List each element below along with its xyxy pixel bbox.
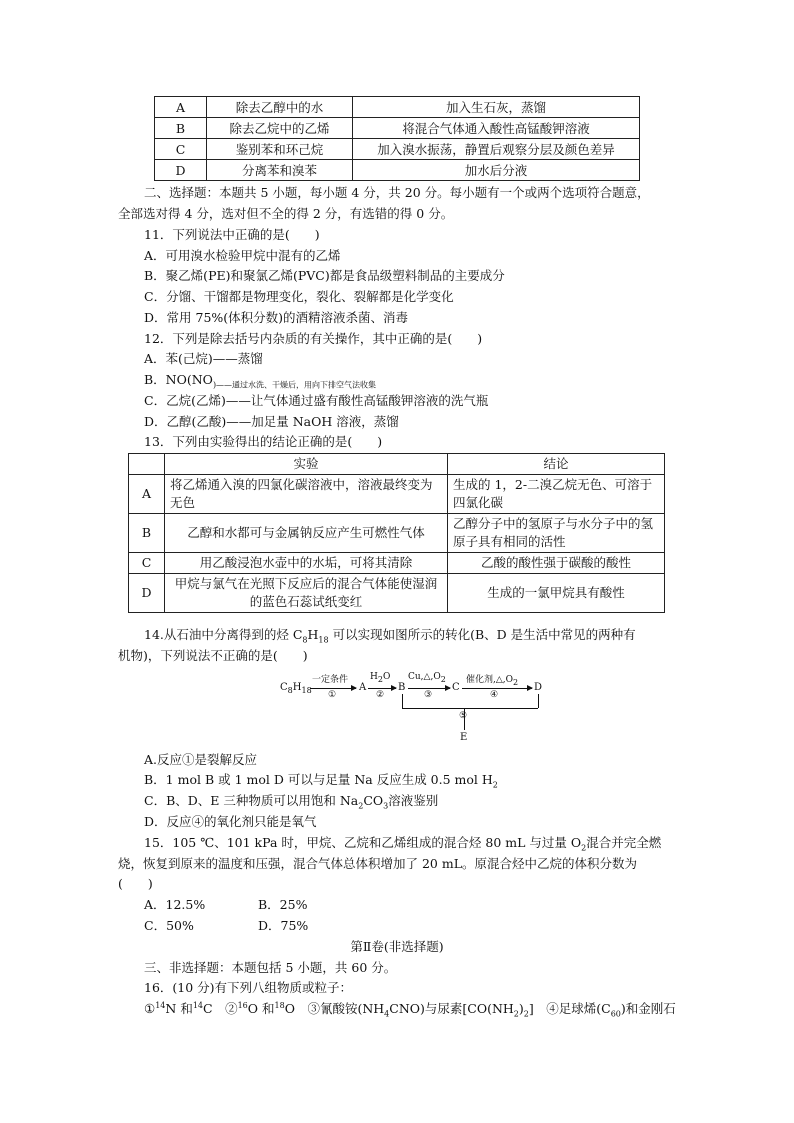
conversion-scheme xyxy=(280,674,550,748)
scheme-d: D xyxy=(534,682,543,693)
scheme-condition-4: 催化剂$,\triangle,O_2$ xyxy=(466,675,519,687)
q12-option-a: A．苯(己烷)——蒸馏 xyxy=(144,351,263,366)
q11-stem: 11．下列说法中正确的是( ) xyxy=(144,227,320,242)
table-row: D 甲烷与氯气在光照下反应后的混合气体能使湿润的蓝色石蕊试纸变红 生成的一氯甲烷具有酸性 xyxy=(129,574,665,613)
q15-option-b: B．25% xyxy=(258,897,308,912)
scheme-arrow-4 xyxy=(462,688,532,689)
table-row: C 鉴别苯和环己烷 加入溴水振荡，静置后观察分层及颜色差异 xyxy=(155,139,640,160)
q11-option-d: D．常用 75%(体积分数)的酒精溶液杀菌、消毒 xyxy=(144,310,409,325)
q13-stem: 13．下列由实验得出的结论正确的是( ) xyxy=(144,434,383,449)
scheme-step-4: ④ xyxy=(490,690,499,700)
q15-stem-line2: 烧，恢复到原来的温度和压强，混合气体总体积增加了 20 mL。原混合烃中乙烷的体积分数为 xyxy=(118,856,638,871)
scheme-e: E xyxy=(460,732,468,743)
scheme-step-5: ⑤ xyxy=(459,711,468,721)
q14-option-b: B．1 mol B 或 1 mol D 可以与足量 Na 反应生成 0.5 mol $H_2$ xyxy=(144,772,498,790)
q15-option-c: C．50% xyxy=(144,918,194,933)
scheme-branch-join xyxy=(402,708,538,709)
scheme-condition-3: $Cu,\triangle,O_2$ xyxy=(408,672,446,684)
scheme-step-2: ② xyxy=(376,690,385,700)
q15-option-d: D．75% xyxy=(258,918,309,933)
table-row: C 用乙酸浸泡水壶中的水垢，可将其清除 乙酸的酸性强于碳酸的酸性 xyxy=(129,553,665,574)
scheme-arrow-2 xyxy=(368,688,396,689)
q12-stem: 12．下列是除去括号内杂质的有关操作，其中正确的是( ) xyxy=(144,331,483,346)
q15-option-a: A．12.5% xyxy=(144,897,206,912)
table-row: B 乙醇和水都可与金属钠反应产生可燃性气体 乙醇分子中的氢原子与水分子中的氢原子具有相同的活性 xyxy=(129,514,665,553)
q14-option-d: D．反应④的氧化剂只能是氧气 xyxy=(144,814,317,829)
q12-option-c: C．乙烷(乙烯)——让气体通过盛有酸性高锰酸钾溶液的洗气瓶 xyxy=(144,393,489,408)
scheme-condition-1: 一定条件 xyxy=(312,675,349,685)
q15-stem-line3: ( ) xyxy=(118,876,153,891)
q11-option-c: C．分馏、干馏都是物理变化，裂化、裂解都是化学变化 xyxy=(144,289,454,304)
table-row: B 除去乙烷中的乙烯 将混合气体通入酸性高锰酸钾溶液 xyxy=(155,118,640,139)
table-header-row: 实验 结论 xyxy=(129,454,665,475)
q14-option-c: C．B、D、E 三种物质可以用饱和 $Na_2CO_3$溶液鉴别 xyxy=(144,793,439,811)
section-3-heading: 三、非选择题：本题包括 5 小题，共 60 分。 xyxy=(144,960,397,975)
q14-stem-line2: 机物)，下列说法不正确的是( ) xyxy=(118,648,308,663)
q16-stem: 16．(10 分)有下列八组物质或粒子： xyxy=(144,980,353,995)
scheme-branch-d xyxy=(538,694,539,708)
scheme-a: A xyxy=(359,682,367,693)
q11-option-a: A．可用溴水检验甲烷中混有的乙烯 xyxy=(144,248,341,263)
section-2-heading: 二、选择题：本题共 5 小题，每小题 4 分，共 20 分。每小题有一个或两个选项符合题意， xyxy=(144,185,650,200)
q15-stem-line1: 15．105 ℃、101 kPa 时，甲烷、乙烷和乙烯组成的混合烃 80 mL 与过量 $O_2$混合并完全燃 xyxy=(144,835,662,853)
q14-option-a: A.反应①是裂解反应 xyxy=(144,752,258,767)
scheme-arrow-3 xyxy=(408,688,450,689)
q11-option-b: B．聚乙烯(PE)和聚氯乙烯(PVC)都是食品级塑料制品的主要成分 xyxy=(144,268,505,283)
q16-items-line1: ①$^{14}$N 和$^{14}$C ②$^{16}$O 和$^{18}$O ③氰酸铵$(NH_4CNO)$与尿素$[CO(NH_2)_2]$ ④足球烯$(C_{60})$和金刚石 xyxy=(144,1000,676,1019)
section-2-note: 全部选对得 4 分，选对但不全的得 2 分，有选错的得 0 分。 xyxy=(118,206,454,221)
reagent-table xyxy=(154,96,640,181)
q14-stem-line1: 14.从石油中分离得到的烃 $C_8H_{18}$ 可以实现如图所示的转化(B、D 是生活中常见的两种有 xyxy=(144,627,636,645)
scheme-step-1: ① xyxy=(328,690,337,700)
table-row: A 将乙烯通入溴的四氯化碳溶液中，溶液最终变为无色 生成的 1，2-二溴乙烷无色、可溶于四氯化碳 xyxy=(129,475,665,514)
scheme-branch-b xyxy=(402,694,403,708)
scheme-b: B xyxy=(398,682,406,693)
scheme-step-3: ③ xyxy=(424,690,433,700)
q12-option-b: B．$NO(NO_{)——通过水洗、干燥后,用向下排空气法收集}$ xyxy=(144,372,377,390)
table-row: A 除去乙醇中的水 加入生石灰，蒸馏 xyxy=(155,97,640,118)
part-2-title: 第Ⅱ卷(非选择题) xyxy=(350,939,444,954)
scheme-arrow-1 xyxy=(310,688,356,689)
experiment-table xyxy=(128,453,665,613)
scheme-c: C xyxy=(452,682,460,693)
scheme-condition-2: $H_2O$ xyxy=(370,672,391,684)
scheme-c8h18: $C_8H_{18}$ xyxy=(280,682,312,695)
table-row: D 分离苯和溴苯 加水后分液 xyxy=(155,160,640,181)
q12-option-d: D．乙醇(乙酸)——加足量 NaOH 溶液，蒸馏 xyxy=(144,414,399,429)
